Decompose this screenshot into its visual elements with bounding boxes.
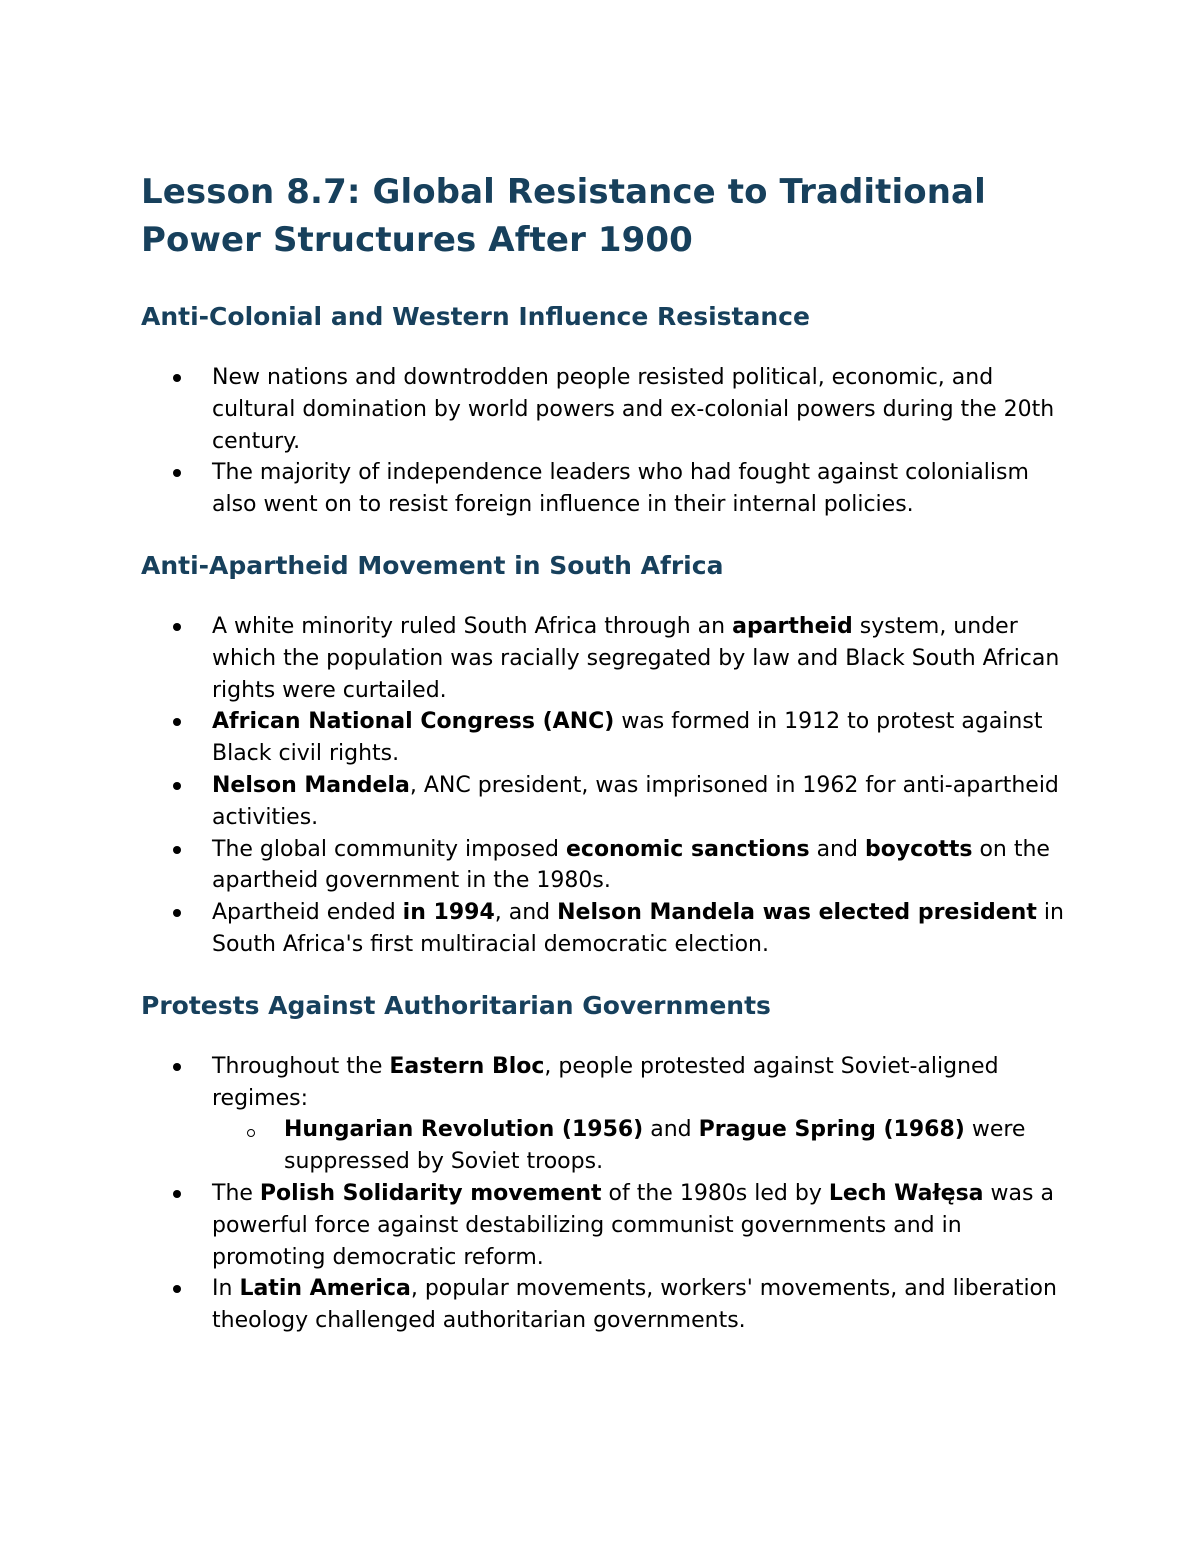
bullet-list-anti-apartheid [141, 611, 1071, 961]
item-text: system, under which the population was racially segregated by law and Black South African rights were curtailed. [212, 613, 1060, 703]
bullet-icon [173, 1190, 181, 1198]
bullet-icon [173, 623, 181, 631]
item-bold-text: Polish Solidarity movement [259, 1180, 602, 1206]
item-text: The [212, 1180, 260, 1206]
bullet-icon [173, 1063, 181, 1071]
item-bold-text: Hungarian Revolution (1956) [284, 1117, 644, 1143]
item-text: Throughout the [212, 1053, 390, 1079]
hollow-circle-bullet-icon [247, 1129, 255, 1137]
item-text: The majority of independence leaders who had fought against colonialism also went on to resist foreign influence in their internal policies. [212, 460, 1029, 518]
sub-list [212, 1114, 1071, 1178]
bullet-icon [173, 718, 181, 726]
item-text: was formed in 1912 to protest against Black civil rights. [212, 709, 1043, 767]
item-text: in South Africa's first multiracial democratic election. [212, 900, 1064, 957]
list-item [141, 1178, 1071, 1273]
item-text: on the apartheid government in the 1980s. [212, 836, 1050, 894]
item-text: of the 1980s led by [601, 1180, 829, 1206]
section-heading-anti-apartheid: Anti-Apartheid Movement in South Africa [141, 550, 724, 580]
item-bold-text: economic sanctions [565, 836, 810, 862]
item-text: and [643, 1117, 699, 1143]
list-item [141, 457, 1071, 521]
item-text: , people protested against Soviet-aligned regimes: [212, 1053, 999, 1111]
bullet-list-authoritarian [141, 1051, 1071, 1337]
list-item [141, 834, 1071, 898]
sub-list-item [212, 1114, 1071, 1178]
item-text: was a powerful force against destabilizing communist governments and in promoting democratic reform. [212, 1180, 1054, 1270]
section-heading-authoritarian: Protests Against Authoritarian Governments [141, 990, 771, 1020]
list-item [141, 1051, 1071, 1178]
bullet-icon [173, 846, 181, 854]
item-bold-text: Lech Wałęsa [828, 1180, 984, 1206]
item-text: A white minority ruled South Africa through an [212, 613, 733, 639]
bullet-icon [173, 782, 181, 790]
section-heading-anti-colonial: Anti-Colonial and Western Influence Resistance [141, 302, 810, 331]
item-bold-text: Latin America [239, 1276, 411, 1302]
list-item [141, 611, 1071, 706]
list-item [141, 706, 1071, 770]
list-item [141, 770, 1071, 834]
item-bold-text: Prague Spring (1968) [698, 1117, 965, 1143]
document-page [141, 168, 1071, 1366]
item-text: , and [494, 900, 558, 926]
item-text: New nations and downtrodden people resisted political, economic, and cultural domination by world powers and ex-colonial powers during the 20th century. [212, 365, 1055, 454]
list-item [141, 362, 1071, 457]
item-text: , ANC president, was imprisoned in 1962 for anti-apartheid activities. [212, 772, 1059, 830]
item-bold-text: Nelson Mandela [212, 772, 410, 798]
item-bold-text: apartheid [732, 613, 853, 639]
item-bold-text: African National Congress (ANC) [212, 709, 615, 735]
item-bold-text: in 1994 [402, 900, 495, 926]
item-text: were suppressed by Soviet troops. [284, 1117, 1026, 1175]
item-bold-text: Eastern Bloc [389, 1053, 545, 1079]
bullet-list-anti-colonial [141, 362, 1071, 521]
item-text: , popular movements, workers' movements, and liberation theology challenged authoritarian governments. [212, 1276, 1057, 1334]
item-bold-text: Nelson Mandela was elected president [557, 900, 1037, 926]
bullet-icon [173, 1285, 181, 1293]
bullet-icon [173, 909, 181, 917]
item-text: Apartheid ended [212, 900, 403, 926]
page-title: Lesson 8.7: Global Resistance to Traditional Power Structures After 1900 [141, 172, 986, 260]
list-item [141, 897, 1071, 961]
bullet-icon [173, 374, 181, 382]
item-text: In [212, 1276, 240, 1302]
item-text: and [809, 836, 865, 862]
list-item [141, 1273, 1071, 1337]
item-bold-text: boycotts [864, 836, 973, 862]
bullet-icon [173, 469, 181, 477]
item-text: The global community imposed [212, 836, 566, 862]
